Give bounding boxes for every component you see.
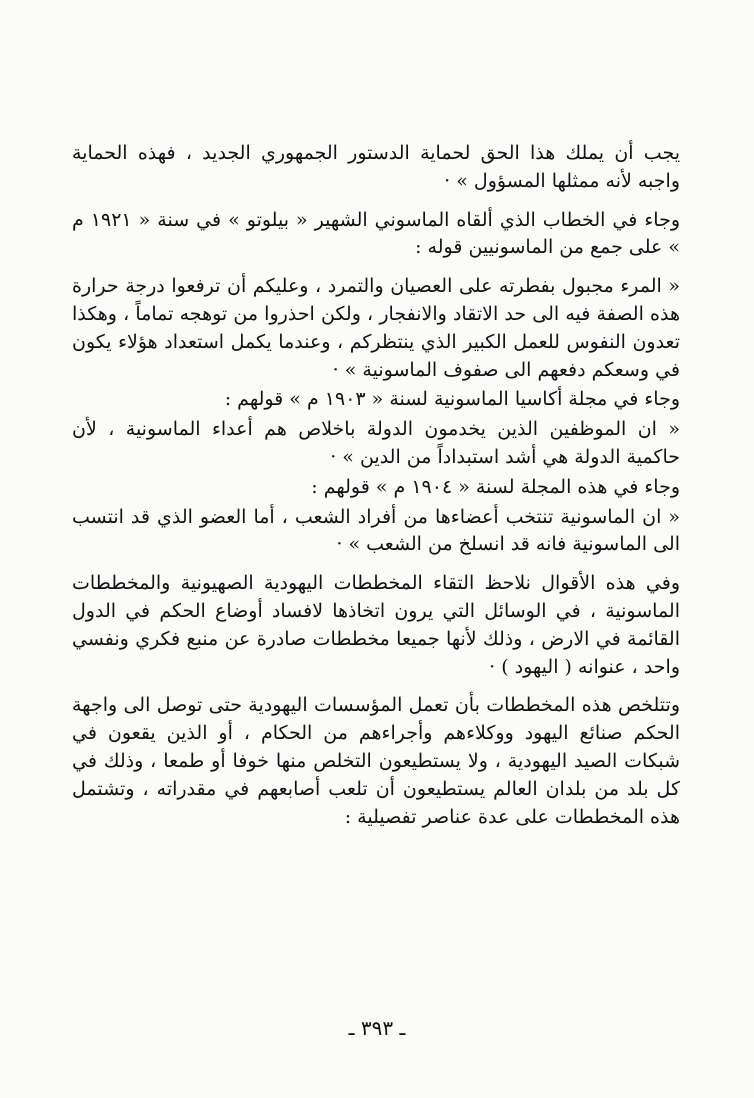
paragraph-2: وجاء في الخطاب الذي ألقاه الماسوني الشهير « بيلوتو » في سنة « ١٩٢١ م » على جمع من الماسونيين قوله : (72, 208, 680, 259)
page-number: ـ ٣٩٣ ـ (348, 1016, 406, 1040)
paragraph-6: وتتلخص هذه المخططات بأن تعمل المؤسسات اليهودية حتى توصل الى واجهة الحكم صنائع اليهود ووكلاءهم وأجراءهم من الحكام ، أو الذين يقعون في شبكات الصيد اليهودية ، ولا يستطيعون التخلص منها خوفا أو طمعا ، وذلك في كل بلد من بلدان العالم يستطيعون أن تلعب أصابعهم في مقدراته ، وتشتمل هذه المخططات على عدة عناصر تفصيلية : (72, 694, 680, 828)
body-text (72, 140, 680, 831)
paragraph-1: يجب أن يملك هذا الحق لحماية الدستور الجمهوري الجديد ، فهذه الحماية واجبه لأنه ممثلها المسؤول » · (72, 142, 680, 192)
quote-paragraph-3: « ان الماسونية تنتخب أعضاءها من أفراد الشعب ، أما العضو الذي قد انتسب الى الماسونية فانه قد انسلخ من الشعب » · (72, 505, 680, 556)
paragraph-5: وفي هذه الأقوال نلاحظ التقاء المخططات اليهودية الصهيونية والمخططات الماسونية ، في الوسائل التي يرون اتخاذها لافساد أوضاع الحكم في الدول القائمة في الارض ، وذلك لأنها جميعا مخططات صادرة عن منبع فكري ونفسي واحد ، عنوانه ( اليهود ) · (72, 572, 680, 678)
paragraph-4: وجاء في هذه المجلة لسنة « ١٩٠٤ م » قولهم : (311, 475, 680, 498)
quote-paragraph-2: « ان الموظفين الذين يخدمون الدولة باخلاص هم أعداء الماسونية ، لأن حاكمية الدولة هي أشد استبداداً من الدين » · (72, 418, 680, 468)
quote-paragraph-1: « المرء مجبول بفطرته على العصيان والتمرد ، وعليكم أن ترفعوا درجة حرارة هذه الصفة فيه الى حد الاتقاد والانفجار ، ولكن احذروا من توهجه تماماً ، وهكذا تعدون النفوس للعمل الكبير الذي ينتظركم ، وعندما يكمل استعداد هؤلاء يكون في وسعكم دفعهم الى صفوف الماسونية » · (72, 275, 680, 381)
paragraph-3: وجاء في مجلة أكاسيا الماسونية لسنة « ١٩٠٣ م » قولهم : (224, 388, 680, 411)
